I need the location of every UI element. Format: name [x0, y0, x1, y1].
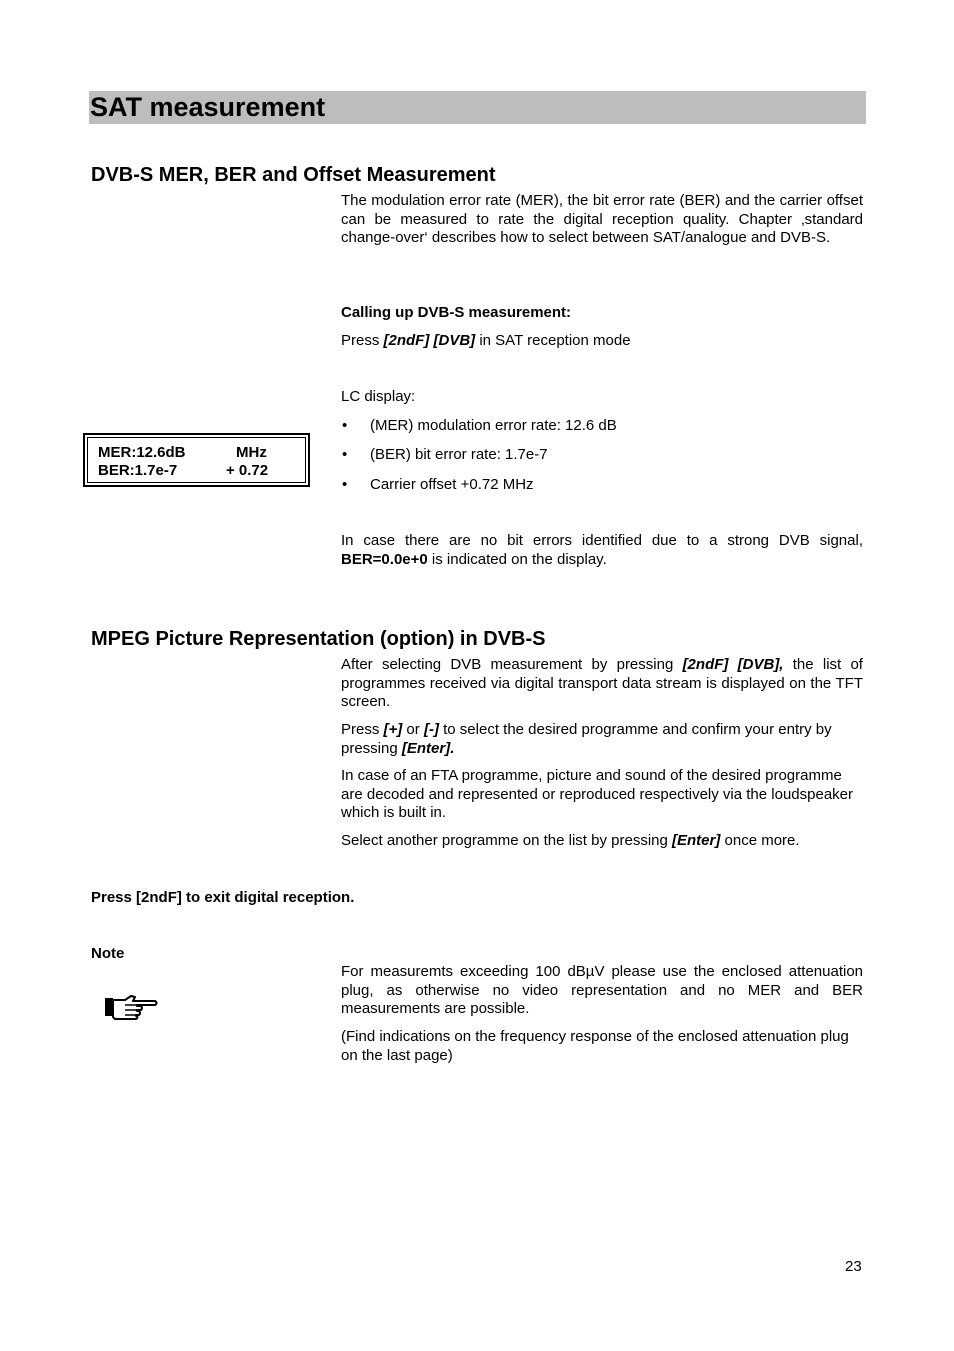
press-suffix: in SAT reception mode: [475, 332, 631, 349]
no-errors-text: In case there are no bit errors identified due to a strong DVB signal,: [341, 532, 863, 549]
note-paragraph-2: (Find indications on the frequency response of the enclosed attenuation plug on the last page): [341, 1028, 849, 1064]
list-item: [341, 476, 863, 495]
bullet-symbol: •: [342, 476, 348, 493]
mpeg-paragraph-3: In case of an FTA programme, picture and sound of the desired programme are decoded and represented or reproduced respectively via the loudspeaker which is built in.: [341, 767, 853, 821]
list-item: [341, 417, 863, 436]
note-label: Note: [91, 945, 125, 962]
press-keys: [2ndF] [DVB]: [383, 332, 476, 349]
p2-enter-key: [Enter].: [401, 739, 455, 757]
p1-prefix: After selecting DVB measurement by pressing: [341, 656, 683, 673]
p2-mid: to select the desired programme and confirm your entry by pressing: [341, 721, 832, 757]
pointing-hand-icon: [103, 993, 158, 1021]
no-errors-value: BER=0.0e+0: [341, 550, 428, 568]
section-heading-dvbs-measurement: DVB-S MER, BER and Offset Measurement: [91, 164, 496, 186]
calling-up-heading: Calling up DVB-S measurement:: [341, 304, 572, 321]
p1-keys: [2ndF] [DVB],: [682, 656, 784, 673]
mpeg-paragraph-4: [341, 832, 863, 851]
lcd-unit: MHz: [236, 444, 267, 461]
bullet-symbol: •: [342, 417, 348, 434]
bullet-symbol: •: [342, 446, 348, 463]
bullet-text: (MER) modulation error rate: 12.6 dB: [370, 417, 617, 434]
page-title-bar: [89, 91, 866, 124]
press-instruction: [341, 332, 631, 351]
section-heading-mpeg: MPEG Picture Representation (option) in DVB-S: [91, 628, 546, 650]
lc-display-label: LC display:: [341, 388, 416, 405]
no-errors-suffix: is indicated on the display.: [427, 550, 607, 568]
p4-suffix: once more.: [720, 832, 800, 849]
lcd-ber-value: BER:1.7e-7: [98, 462, 178, 479]
mpeg-paragraph-2: [341, 721, 863, 758]
p2-or: or: [402, 721, 424, 738]
p1-suffix: the list of programmes received via digital transport data stream is displayed on the TFT screen.: [341, 656, 863, 710]
exit-instruction: Press [2ndF] to exit digital reception.: [91, 889, 355, 906]
bullet-text: (BER) bit error rate: 1.7e-7: [370, 446, 548, 463]
lcd-display: [83, 433, 310, 487]
no-errors-paragraph: [341, 532, 863, 569]
press-prefix: Press: [341, 332, 384, 349]
section1-intro: The modulation error rate (MER), the bit error rate (BER) and the carrier offset can be measured to rate the digital reception quality. Chapter ‚standard change-over‘ describes how to select between SAT/analogue and DVB-S.: [341, 192, 863, 246]
mpeg-paragraph-1: [341, 656, 863, 712]
page-title: SAT measurement: [90, 92, 326, 122]
lcd-mer-value: MER:12.6dB: [98, 444, 186, 461]
p4-prefix: Select another programme on the list by pressing: [341, 832, 673, 849]
p2-minus-key: [-]: [423, 721, 439, 738]
list-item: [341, 446, 863, 465]
p4-enter-key: [Enter]: [672, 832, 721, 849]
lcd-offset-value: + 0.72: [226, 462, 269, 479]
note-paragraph-1: For measuremts exceeding 100 dBµV please use the enclosed attenuation plug, as otherwise no video representation and no MER and BER measurements are possible.: [341, 963, 863, 1017]
p2-press: Press: [341, 721, 384, 738]
page-number: 23: [845, 1258, 862, 1275]
bullet-text: Carrier offset +0.72 MHz: [370, 476, 534, 493]
p2-plus-key: [+]: [383, 721, 403, 738]
